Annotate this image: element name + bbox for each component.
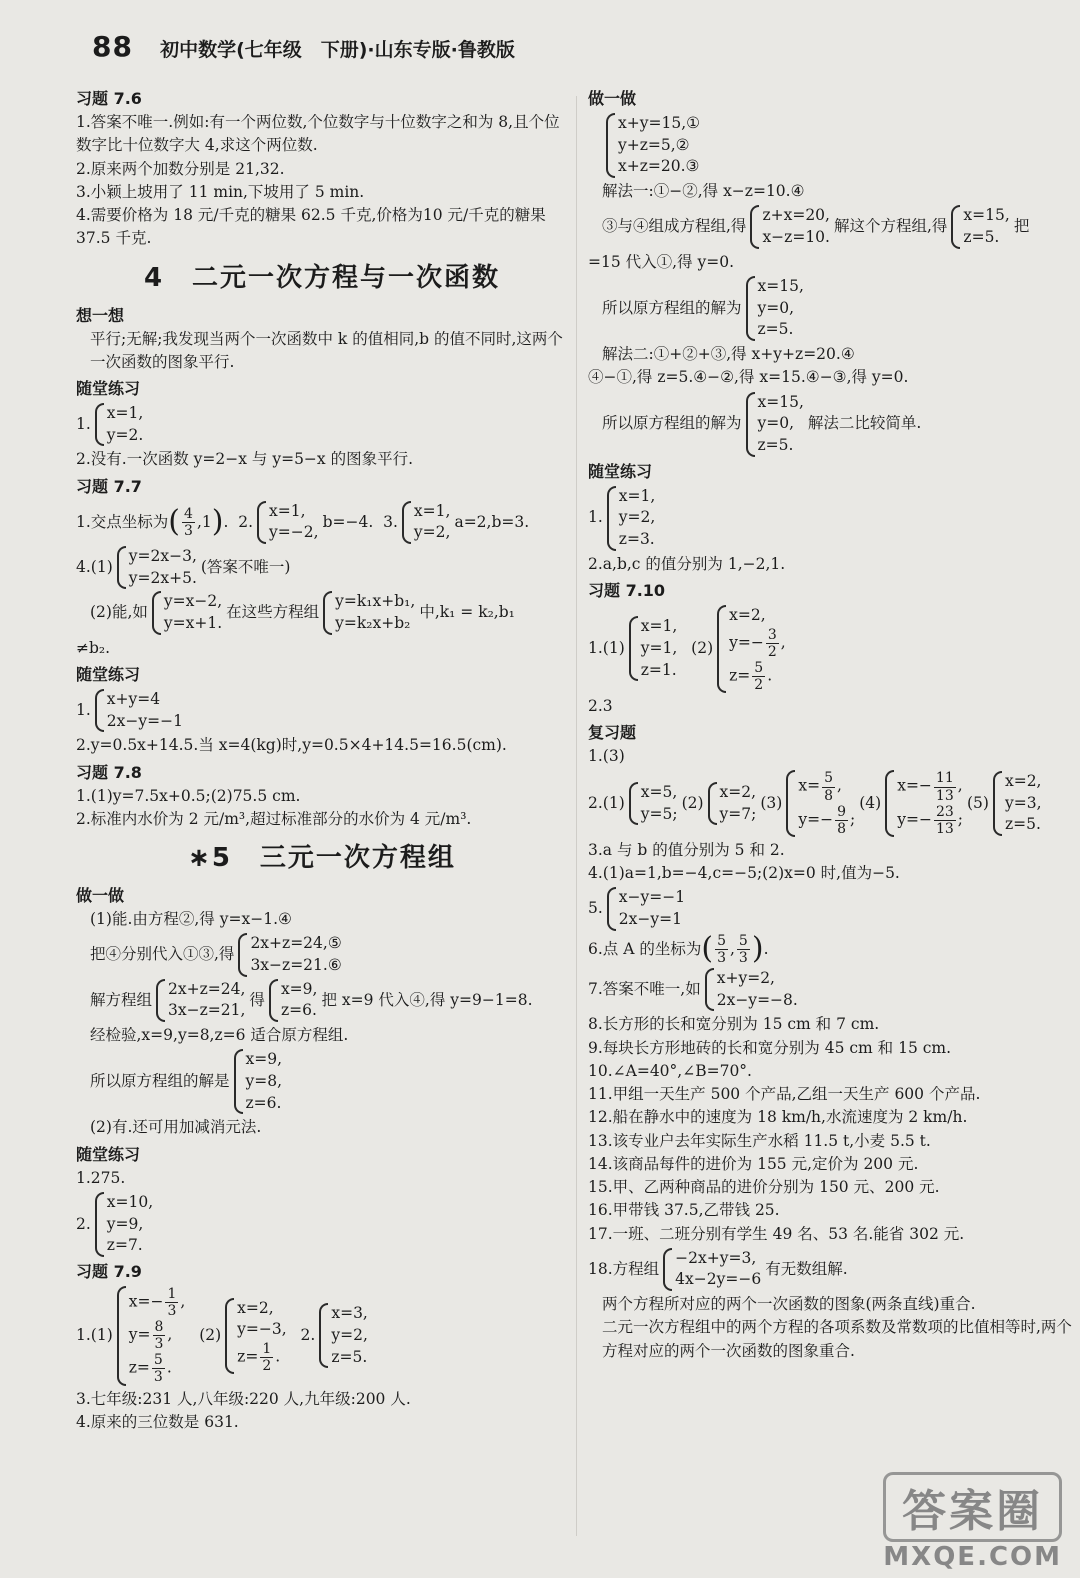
answer-row: 6.点 A 的坐标为 ( $\frac{5}{3}$ , $\frac{5}{3}$ ) . <box>588 931 769 967</box>
answer-line: (1)能.由方程②,得 y=x−1.④ <box>90 910 292 929</box>
practice-title: 随堂练习 <box>76 1144 141 1164</box>
answer-row <box>76 1049 568 1114</box>
item-number: (5) <box>967 794 989 812</box>
answer-line: 13.该专业户去年实际生产水稻 11.5 t,小麦 5.5 t. <box>588 1131 931 1150</box>
equation-system: x=1, y=1, z=1. <box>629 616 678 681</box>
equation-system: x=15, y=0, z=5. <box>746 392 804 457</box>
item-number: 5. <box>588 899 603 918</box>
answer-row <box>76 591 568 634</box>
equation-system: x=1, y=2, z=3. <box>607 486 656 551</box>
equation-system: x=5, y=5; <box>629 782 678 825</box>
equation-system <box>95 403 144 446</box>
answer-line: 3.a 与 b 的值分别为 5 和 2. <box>588 840 785 859</box>
right-column <box>588 84 1072 1363</box>
equation: x=1, <box>106 404 144 422</box>
answer-line: 11.甲组一天生产 500 个产品,乙组一天生产 600 个产品. <box>588 1085 981 1103</box>
answer-text: 把 <box>1013 217 1030 236</box>
answer-text: 所以原方程组的解为 <box>602 414 742 433</box>
answer-row <box>588 486 1072 551</box>
equation-system: x=15, z=5. <box>951 205 1009 248</box>
answer-line: 17.一班、二班分别有学生 49 名、53 名.能省 302 元. <box>588 1224 965 1243</box>
answer-text: 7.答案不唯一,如 <box>588 979 701 998</box>
exercise-7-6-title: 习题 7.6 <box>76 89 142 108</box>
do-it-title: 做一做 <box>588 89 637 108</box>
answer-row <box>76 1192 568 1257</box>
answer-text: 解方程组 <box>90 990 153 1009</box>
equation: y=2. <box>106 425 144 444</box>
answer-row <box>588 113 1072 178</box>
answer-row <box>76 979 568 1022</box>
item-number: 2.(1) <box>588 794 625 812</box>
equation-system: x=15, y=0, z=5. <box>746 276 804 341</box>
item-number: 2. <box>76 1214 91 1233</box>
answer-line: =15 代入①,得 y=0. <box>588 252 735 271</box>
item-number: (3) <box>760 794 783 812</box>
exercise-7-10-title: 习题 7.10 <box>588 580 666 600</box>
answer-line: 2.a,b,c 的值分别为 1,−2,1. <box>588 554 786 573</box>
answer-row: 1.交点坐标为 ( $\frac{4}{3}$ ,1 ) . 2. x=1, y=−2, b=−4. 3. x=1, y=2, a=2,b=3. <box>76 501 568 544</box>
item-number: (4) <box>859 794 882 812</box>
answer-line: 9.每块长方形地砖的长和宽分别为 45 cm 和 15 cm. <box>588 1038 952 1057</box>
equation-system: y=k₁x+b₁, y=k₂x+b₂ <box>323 591 415 634</box>
answer-row <box>588 605 1072 693</box>
item-number: (2) <box>691 639 714 658</box>
answer-row <box>76 689 568 732</box>
chapter-5-title: ∗5 三元一次方程组 <box>188 843 456 874</box>
answer-line: 14.该商品每件的进价为 155 元,定价为 200 元. <box>588 1154 919 1173</box>
answer-text: a=2,b=3. <box>454 512 530 531</box>
equation-system: x=2, y=− $\frac{3}{2}$ , z= $\frac{5}{2}$ . <box>717 605 786 693</box>
item-number: 1. <box>76 701 91 720</box>
answer-text: 1.交点坐标为 <box>76 512 169 531</box>
answer-line: 1.(1)y=7.5x+0.5;(2)75.5 cm. <box>76 786 301 805</box>
answer-text: 把 x=9 代入④,得 y=9−1=8. <box>321 990 533 1009</box>
book-title: 初中数学(七年级 下册)·山东专版·鲁教版 <box>160 39 515 61</box>
fraction: $\frac{4}{3}$ <box>184 505 193 539</box>
answer-line: 两个方程所对应的两个一次函数的图象(两条直线)重合. <box>602 1295 976 1314</box>
chapter-4-title: 4 二元一次方程与一次函数 <box>143 262 501 293</box>
item-number: 2. <box>238 512 254 531</box>
answer-text: 有无数组解. <box>765 1259 848 1278</box>
answer-text: 18.方程组 <box>588 1259 660 1278</box>
answer-text: 6.点 A 的坐标为 <box>588 939 702 958</box>
exercise-7-9-title: 习题 7.9 <box>76 1262 142 1281</box>
equation-system: x=− $\frac{1}{3}$ , y= $\frac{8}{3}$ , z= $\frac{5}{3}$ . <box>117 1286 186 1386</box>
item-number: 1.(1) <box>76 1326 113 1345</box>
answer-line: 经检验,x=9,y=8,z=6 适合原方程组. <box>90 1026 349 1045</box>
equation-system: x=2, y=7; <box>708 782 757 825</box>
answer-line: 2.原来两个加数分别是 21,32. <box>76 159 285 178</box>
answer-row <box>76 546 568 589</box>
answer-text: 在这些方程组 <box>226 603 320 622</box>
practice-title: 随堂练习 <box>76 665 141 684</box>
answer-line: 2.y=0.5x+14.5.当 x=4(kg)时,y=0.5×4+14.5=16.5(cm). <box>76 736 507 755</box>
equation-system: x=2, y=3, z=5. <box>993 771 1042 836</box>
column-divider <box>576 96 577 1536</box>
exercise-7-7-title: 习题 7.7 <box>76 476 142 496</box>
answer-row <box>76 1286 568 1386</box>
left-column <box>76 84 568 1434</box>
equation-system: y=2x−3, y=2x+5. <box>117 546 197 589</box>
item-number: 1. <box>588 508 603 527</box>
page-header <box>92 30 515 74</box>
item-number: 1.(1) <box>588 639 625 658</box>
answer-line: 16.甲带钱 37.5,乙带钱 25. <box>588 1201 780 1220</box>
answer-text: (答案不唯一) <box>200 558 291 577</box>
page-number: 88 <box>92 30 133 63</box>
equation-system: x= $\frac{5}{8}$ , y=− $\frac{9}{8}$ ; <box>786 770 855 836</box>
answer-text: 解这个方程组,得 <box>833 217 948 236</box>
answer-line: 15.甲、乙两种商品的进价分别为 150 元、200 元. <box>588 1178 940 1196</box>
answer-row <box>588 392 1072 457</box>
answer-row <box>76 403 568 446</box>
equation-system: x=1, y=−2, <box>257 501 319 544</box>
answer-line: 2.3 <box>588 696 613 715</box>
answer-line: 解法一:①−②,得 x−z=10.④ <box>602 182 805 201</box>
answer-text: (2)能,如 <box>90 603 148 622</box>
answer-text: 所以原方程组的解为 <box>602 298 742 317</box>
item-number: 4.(1) <box>76 558 113 577</box>
answer-line: 3.七年级:231 人,八年级:220 人,九年级:200 人. <box>76 1389 411 1408</box>
fraction: $\frac{5}{3}$ <box>738 932 748 966</box>
equation-system: y=x−2, y=x+1. <box>152 591 222 634</box>
equation-system: 2x+z=24,⑤ 3x−z=21.⑥ <box>238 933 341 976</box>
item-number: 3. <box>383 512 398 531</box>
answer-text: 把④分别代入①③,得 <box>90 945 235 964</box>
equation-system: 2x+z=24, 3x−z=21, <box>156 979 245 1022</box>
fraction: $\frac{5}{3}$ <box>717 932 726 966</box>
equation-system: x=10, y=9, z=7. <box>95 1192 153 1257</box>
equation-system: x=9, y=8, z=6. <box>234 1049 283 1114</box>
answer-line: 8.长方形的长和宽分别为 15 cm 和 7 cm. <box>588 1015 880 1034</box>
think-title: 想一想 <box>76 305 125 325</box>
answer-line: 1.275. <box>76 1168 126 1187</box>
answer-text: ,1 <box>196 512 212 531</box>
answer-text: 得 <box>249 990 265 1009</box>
equation-system: x+y=2, 2x−y=−8. <box>705 968 798 1011</box>
equation-system: x=− $\frac{11}{13}$ , y=− $\frac{23}{13}$ ; <box>885 770 963 836</box>
answer-line: 2.没有.一次函数 y=2−x 与 y=5−x 的图象平行. <box>76 450 414 469</box>
item-number: (2) <box>199 1326 222 1345</box>
answer-text: ③与④组成方程组,得 <box>602 217 747 236</box>
answer-line: 4.原来的三位数是 631. <box>76 1412 239 1431</box>
answer-line: (2)有.还可用加减消元法. <box>90 1118 262 1137</box>
equation-system: x=3, y=2, z=5. <box>319 1303 368 1368</box>
answer-row <box>76 933 568 976</box>
answer-line: 4.(1)a=1,b=−4,c=−5;(2)x=0 时,值为−5. <box>588 864 900 883</box>
answer-text: 所以原方程组的解是 <box>90 1072 230 1091</box>
answer-text: 解法二比较简单. <box>807 414 922 433</box>
answer-line: 3.小颖上坡用了 11 min,下坡用了 5 min. <box>76 182 365 201</box>
equation-system: x=1, y=2, <box>402 501 451 544</box>
answer-row <box>588 1248 1072 1291</box>
answer-line: 12.船在静水中的速度为 18 km/h,水流速度为 2 km/h. <box>588 1108 968 1127</box>
item-number: (2) <box>681 794 704 812</box>
equation-system: x−y=−1 2x−y=1 <box>607 887 685 930</box>
answer-line: 解法二:①+②+③,得 x+y+z=20.④ <box>602 345 855 363</box>
equation-system: −2x+y=3, 4x−2y=−6 <box>663 1248 761 1291</box>
exercise-7-8-title: 习题 7.8 <box>76 762 142 782</box>
answer-row <box>588 276 1072 341</box>
answer-line: 10.∠A=40°,∠B=70°. <box>588 1061 752 1080</box>
practice-title: 随堂练习 <box>588 461 653 481</box>
item-number: 1. <box>76 415 91 434</box>
equation-system: x=9, z=6. <box>269 979 318 1022</box>
answer-line: 1.(3) <box>588 747 625 766</box>
answer-line: ④−①,得 z=5.④−②,得 x=15.④−③,得 y=0. <box>588 368 909 387</box>
review-title: 复习题 <box>588 723 637 743</box>
answer-line: 二元一次方程组中的两个方程的各项系数及常数项的比值相等时,两个方程对应的两个一次函数的图象重合. <box>602 1318 1072 1360</box>
item-number: 2. <box>300 1326 316 1345</box>
answer-row <box>588 205 1072 248</box>
equation-system: x+y=15,① y+z=5,② x+z=20.③ <box>606 113 700 178</box>
equation-system: z+x=20, x−z=10. <box>750 205 830 248</box>
practice-title: 随堂练习 <box>76 379 141 398</box>
do-it-title: 做一做 <box>76 886 125 906</box>
equation-system: x+y=4 2x−y=−1 <box>95 689 183 732</box>
answer-text: b=−4. <box>322 512 374 531</box>
watermark-logo: 答案圈 MXQE.COM <box>883 1472 1062 1572</box>
answer-row <box>588 968 1072 1011</box>
answer-row <box>588 887 1072 930</box>
answer-line: 平行;无解;我发现当两个一次函数中 k 的值相同,b 的值不同时,这两个一次函数的图象平行. <box>90 329 563 371</box>
answer-text: 中,k₁ = k₂,b₁ <box>419 603 515 622</box>
answer-line: 2.标准内水价为 2 元/m³,超过标准部分的水价为 4 元/m³. <box>76 809 472 828</box>
equation-system: x=2, y=−3, z= $\frac{1}{2}$ . <box>225 1298 287 1375</box>
answer-row <box>588 770 1072 836</box>
answer-line: 4.需要价格为 18 元/千克的糖果 62.5 千克,价格为10 元/千克的糖果 37.5 千克. <box>76 206 546 248</box>
answer-line: ≠b₂. <box>76 638 111 657</box>
answer-line: 1.答案不唯一.例如:有一个两位数,个位数字与十位数字之和为 8,且个位数字比十位数字大 4,求这个两位数. <box>76 113 560 155</box>
